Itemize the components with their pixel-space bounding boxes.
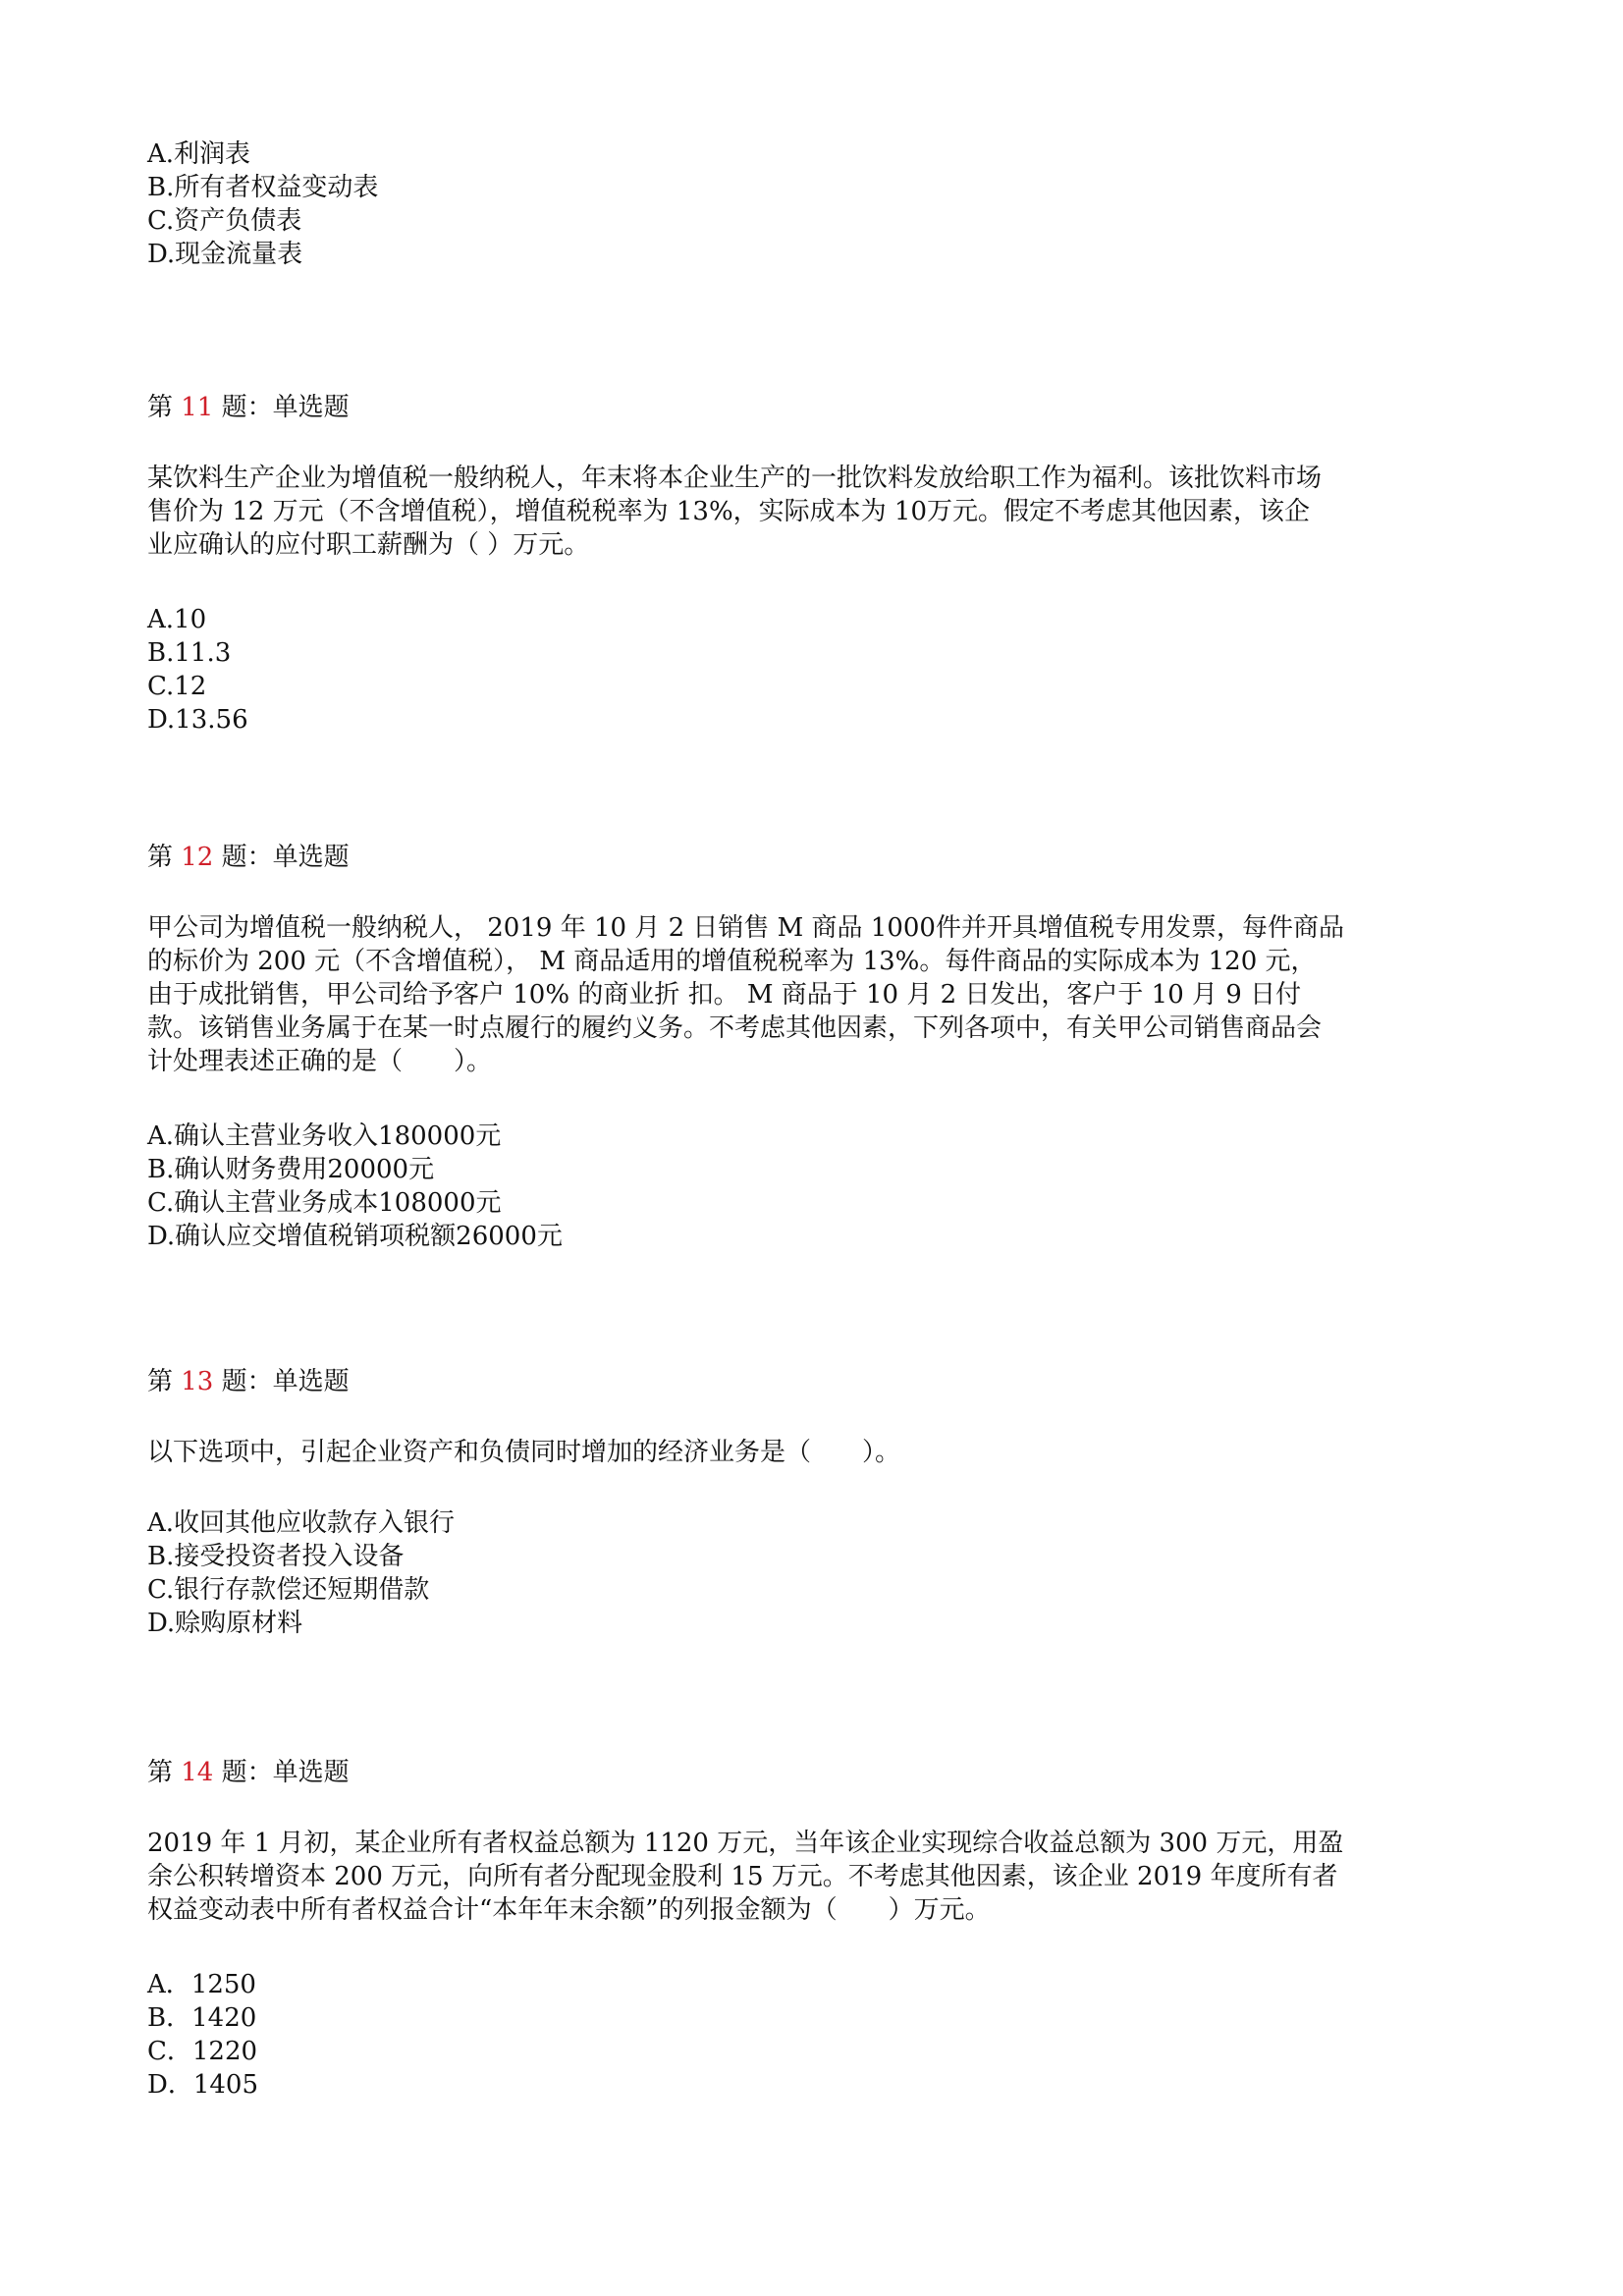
question-header — [147, 391, 1463, 424]
question-prefix: 第 — [147, 393, 182, 422]
question-type: 题：单选题 — [213, 1758, 350, 1787]
question-12-stem — [147, 911, 1463, 1078]
question-13-options — [147, 1506, 1463, 1640]
stem-line: 余公积转增资本 200 万元，向所有者分配现金股利 15 万元。不考虑其他因素，该企业 2019 年度所有者 — [147, 1862, 1338, 1891]
option-a: A．1250 — [147, 1970, 256, 1999]
option-d: D.赊购原材料 — [147, 1609, 303, 1638]
stem-line: 款。该销售业务属于在某一时点履行的履约义务。不考虑其他因素，下列各项中，有关甲公司销售商品会 — [147, 1013, 1323, 1043]
stem-line: 由于成批销售，甲公司给予客户 10% 的商业折 扣。 M 商品于 10 月 2 日发出，客户于 10 月 9 日付 — [147, 980, 1302, 1010]
question-12-options — [147, 1120, 1463, 1253]
stem-line: 以下选项中，引起企业资产和负债同时增加的经济业务是（ ）。 — [147, 1438, 901, 1467]
question-type: 题：单选题 — [213, 843, 350, 872]
option-a: A.利润表 — [147, 139, 251, 169]
option-d: D.确认应交增值税销项税额26000元 — [147, 1222, 563, 1251]
question-12 — [147, 841, 1463, 874]
question-type: 题：单选题 — [213, 1367, 350, 1396]
question-header — [147, 841, 1463, 874]
question-type: 题：单选题 — [213, 393, 350, 422]
option-a: A.10 — [147, 605, 207, 634]
question-header — [147, 1365, 1463, 1398]
stem-line: 的标价为 200 元（不含增值税）， M 商品适用的增值税税率为 13%。每件商品的实际成本为 120 元， — [147, 947, 1317, 976]
question-13-stem — [147, 1436, 1463, 1469]
option-a: A.确认主营业务收入180000元 — [147, 1121, 502, 1151]
question-prefix: 第 — [147, 843, 182, 872]
question-prefix: 第 — [147, 1367, 182, 1396]
question-number: 12 — [181, 843, 214, 872]
stem-line: 售价为 12 万元（不含增值税），增值税税率为 13%，实际成本为 10万元。假定不考虑其他因素，该企 — [147, 497, 1311, 526]
option-b: B.接受投资者投入设备 — [147, 1542, 405, 1571]
option-c: C.银行存款偿还短期借款 — [147, 1575, 430, 1605]
question-number: 13 — [181, 1367, 214, 1396]
question-14-options — [147, 1968, 1463, 2102]
option-d: D.13.56 — [147, 705, 248, 735]
stem-line: 2019 年 1 月初，某企业所有者权益总额为 1120 万元，当年该企业实现综合收益总额为 300 万元，用盈 — [147, 1829, 1344, 1858]
question-header — [147, 1756, 1463, 1789]
stem-line: 计处理表述正确的是（ ）。 — [147, 1047, 493, 1076]
option-c: C.12 — [147, 672, 207, 701]
stem-line: 某饮料生产企业为增值税一般纳税人，年末将本企业生产的一批饮料发放给职工作为福利。该批饮料市场 — [147, 464, 1323, 493]
option-b: B.所有者权益变动表 — [147, 173, 379, 202]
question-13 — [147, 1365, 1463, 1398]
option-d: D.现金流量表 — [147, 240, 303, 269]
question-number: 11 — [181, 393, 214, 422]
question-11-stem — [147, 462, 1463, 562]
question-prefix: 第 — [147, 1758, 182, 1787]
prev-question-options — [147, 137, 1463, 271]
option-d: D．1405 — [147, 2070, 259, 2100]
option-b: B.确认财务费用20000元 — [147, 1155, 435, 1184]
option-a: A.收回其他应收款存入银行 — [147, 1508, 456, 1538]
option-b: B．1420 — [147, 2003, 257, 2033]
option-c: C.确认主营业务成本108000元 — [147, 1188, 502, 1218]
question-11 — [147, 391, 1463, 424]
stem-line: 甲公司为增值税一般纳税人， 2019 年 10 月 2 日销售 M 商品 1000件并开具增值税专用发票，每件商品 — [147, 913, 1344, 943]
stem-line: 权益变动表中所有者权益合计“本年年末余额”的列报金额为（ ）万元。 — [147, 1895, 991, 1925]
option-c: C.资产负债表 — [147, 206, 302, 236]
question-11-options — [147, 603, 1463, 737]
question-14 — [147, 1756, 1463, 1789]
question-14-stem — [147, 1827, 1463, 1927]
question-number: 14 — [181, 1758, 214, 1787]
option-b: B.11.3 — [147, 638, 232, 668]
stem-line: 业应确认的应付职工薪酬为（ ）万元。 — [147, 530, 590, 560]
option-c: C．1220 — [147, 2037, 258, 2066]
